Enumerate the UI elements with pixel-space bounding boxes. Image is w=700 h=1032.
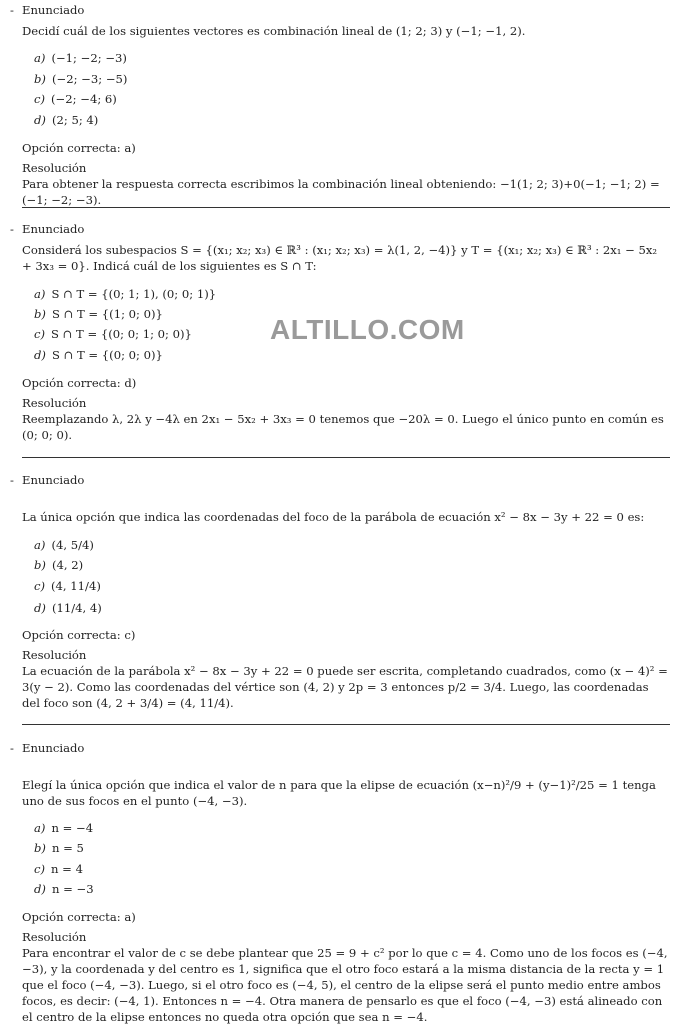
option-text: S ∩ T = {(0; 1; 1), (0; 0; 1)} (51, 287, 217, 301)
option-letter: c) (34, 327, 46, 341)
option-text: S ∩ T = {(0; 0; 1; 0; 0)} (51, 327, 192, 341)
section-divider (22, 207, 670, 208)
option-letter: b) (34, 72, 46, 86)
option-letter: c) (34, 862, 46, 876)
option-letter: d) (34, 882, 46, 896)
option-b (34, 558, 83, 572)
option-text: n = 4 (51, 862, 83, 876)
correct-answer: Opción correcta: d) (22, 376, 137, 390)
question-heading: Enunciado (22, 3, 85, 17)
option-d (34, 348, 163, 362)
option-text: n = −3 (51, 882, 94, 896)
option-letter: d) (34, 113, 46, 127)
option-text: (4, 5/4) (51, 538, 94, 552)
option-letter: b) (34, 558, 46, 572)
option-letter: d) (34, 601, 46, 615)
correct-answer: Opción correcta: a) (22, 910, 136, 924)
question-statement: Elegí la única opción que indica el valor de n para que la elipse de ecuación (x−n)²/9 + (y−1)²/25 = 1 tenga uno de sus focos en el punto (−4, −3). (22, 778, 656, 808)
resolution-title: Resolución (22, 161, 87, 175)
option-letter: a) (34, 287, 46, 301)
question-heading: Enunciado (22, 473, 85, 487)
option-text: (2; 5; 4) (51, 113, 99, 127)
altillo-watermark: ALTILLO.COM (270, 314, 465, 345)
correct-answer: Opción correcta: a) (22, 141, 136, 155)
resolution-text: Para encontrar el valor de c se debe plantear que 25 = 9 + c² por lo que c = 4. Como uno de los focos es (−4, −3), y la coordenada y del centro es 1, significa que el otro foco estará a la misma distancia de la recta y = 1 que el foco (−4, −3). Luego, si el otro foco es (−4, 5), el centro de la elipse será el punto medio entre ambos focos, es decir: (−4, 1). Entonces n = −4. Otra manera de pensarlo es que el foco (−4, −3) está alineado con el centro de la elipse entonces no queda otra opción que sea n = −4. (22, 946, 668, 1024)
question-heading: Enunciado (22, 222, 85, 236)
option-b (34, 307, 163, 321)
correct-answer: Opción correcta: c) (22, 628, 136, 642)
section-divider (22, 724, 670, 725)
option-text: (4, 2) (51, 558, 84, 572)
question-dash: - (10, 741, 14, 755)
option-c (34, 862, 83, 876)
option-d (34, 113, 98, 127)
option-b (34, 72, 127, 86)
resolution-title: Resolución (22, 396, 87, 410)
question-statement: Decidí cuál de los siguientes vectores es combinación lineal de (1; 2; 3) y (−1; −1, 2). (22, 24, 526, 38)
question-dash: - (10, 3, 14, 17)
question-statement: Considerá los subespacios S = {(x₁; x₂; x₃) ∈ ℝ³ : (x₁; x₂; x₃) = λ(1, 2, −4)} y T = {(x₁; x₂; x₃) ∈ ℝ³ : 2x₁ − 5x₂ + 3x₃ = 0}. Indicá cuál de los siguientes es S ∩ T: (22, 243, 658, 273)
question-dash: - (10, 222, 14, 236)
option-letter: c) (34, 579, 46, 593)
option-text: n = 5 (51, 841, 84, 855)
option-text: n = −4 (51, 821, 94, 835)
option-d (34, 601, 102, 615)
option-letter: a) (34, 821, 46, 835)
option-c (34, 579, 101, 593)
question-statement: La única opción que indica las coordenadas del foco de la parábola de ecuación x² − 8x − 3y + 22 = 0 es: (22, 510, 645, 524)
option-a (34, 821, 93, 835)
option-text: (4, 11/4) (51, 579, 101, 593)
option-a (34, 287, 216, 301)
option-c (34, 327, 192, 341)
resolution-title: Resolución (22, 930, 87, 944)
option-text: S ∩ T = {(0; 0; 0)} (51, 348, 163, 362)
option-text: (−1; −2; −3) (51, 51, 127, 65)
section-divider (22, 457, 670, 458)
option-a (34, 538, 94, 552)
option-letter: c) (34, 92, 46, 106)
option-text: (11/4, 4) (51, 601, 102, 615)
option-a (34, 51, 127, 65)
option-letter: a) (34, 51, 46, 65)
option-text: S ∩ T = {(1; 0; 0)} (51, 307, 163, 321)
option-c (34, 92, 117, 106)
question-heading: Enunciado (22, 741, 85, 755)
option-letter: b) (34, 307, 46, 321)
resolution-text: Para obtener la respuesta correcta escribimos la combinación lineal obteniendo: −1(1; 2; 3)+0(−1; −1; 2) = (−1; −2; −3). (22, 177, 660, 207)
option-b (34, 841, 84, 855)
option-letter: b) (34, 841, 46, 855)
question-dash: - (10, 473, 14, 487)
option-text: (−2; −4; 6) (51, 92, 117, 106)
resolution-text: Reemplazando λ, 2λ y −4λ en 2x₁ − 5x₂ + 3x₃ = 0 tenemos que −20λ = 0. Luego el único punto en común es (0; 0; 0). (22, 412, 664, 442)
option-text: (−2; −3; −5) (51, 72, 128, 86)
option-d (34, 882, 94, 896)
resolution-title: Resolución (22, 648, 87, 662)
option-letter: a) (34, 538, 46, 552)
resolution-text: La ecuación de la parábola x² − 8x − 3y + 22 = 0 puede ser escrita, completando cuadrados, como (x − 4)² = 3(y − 2). Como las coordenadas del vértice son (4, 2) y 2p = 3 entonces p/2 = 3/4. Luego, las coordenadas del foco son (4, 2 + 3/4) = (4, 11/4). (22, 664, 668, 710)
option-letter: d) (34, 348, 46, 362)
